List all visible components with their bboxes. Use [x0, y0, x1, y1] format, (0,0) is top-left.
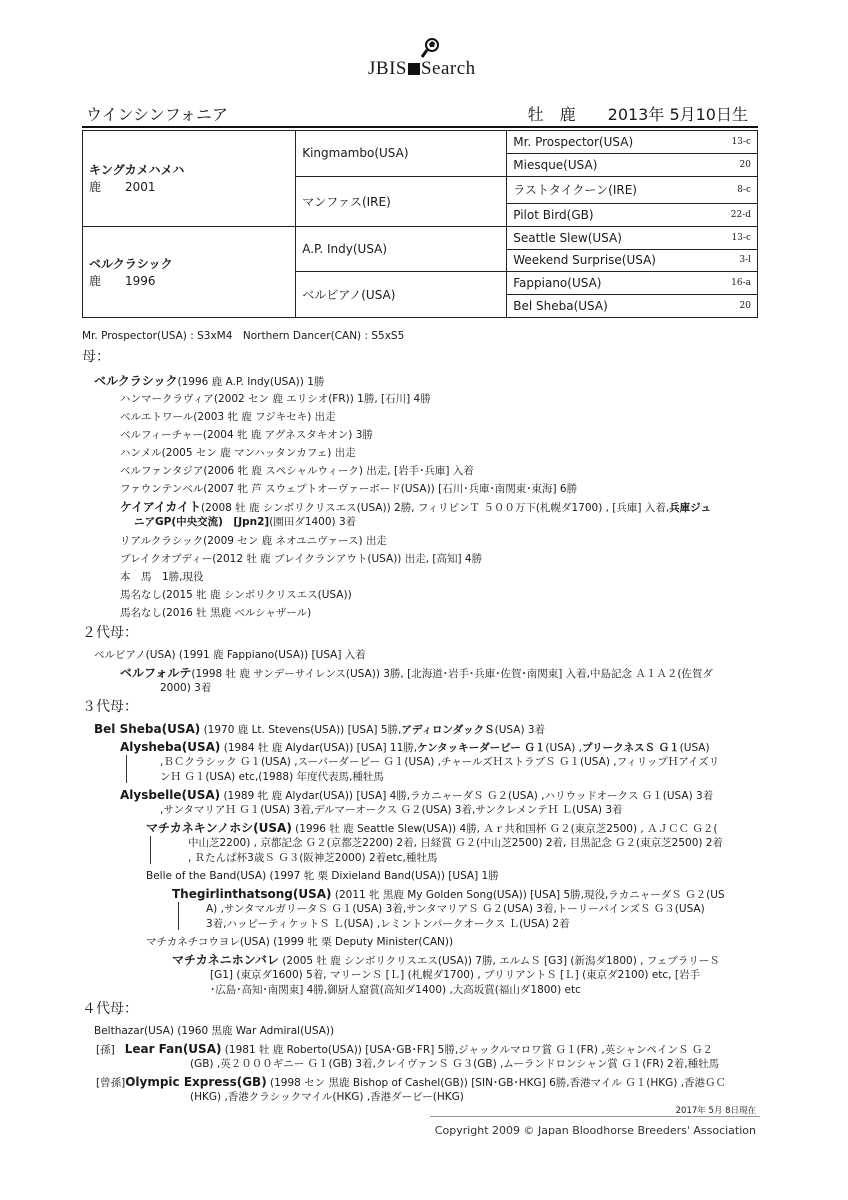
record-line: , Ｒたんぱ杯3歳Ｓ Ｇ３(阪神芝2000) 2着etc,種牡馬: [188, 852, 438, 864]
family-code-2: 20: [693, 153, 757, 176]
record-line: [曾孫]Olympic Express(GB) (1998 セン 黒鹿 Bishop of Cashel(GB)) [SIN･GB･HKG] 6勝,香港マイル Ｇ１(HKG) ,香港ＧＣ: [96, 1075, 727, 1089]
pedigree-gen3-3: ラストタイクーン(IRE): [507, 176, 693, 203]
record-line: 馬名なし(2015 牝 鹿 シンボリクリスエス(USA)): [120, 589, 352, 601]
record-line: 本 馬 1勝,現役: [120, 571, 204, 583]
pedigree-gen3-7: Fappiano(USA): [507, 272, 693, 295]
pedigree-gen3-5: Seattle Slew(USA): [507, 226, 693, 249]
record-line: ケイアイカイト(2008 牡 鹿 シンボリクリスエス(USA)) 2勝, フィリピンＴ ５００万下(札幌ダ1700) , [兵庫] 入着,兵庫ジュ: [120, 500, 711, 514]
copyright: Copyright 2009 © Japan Bloodhorse Breeders' Association: [434, 1124, 756, 1137]
pedigree-gen3-4: Pilot Bird(GB): [507, 203, 693, 226]
record-line: 3着,ハッピーティケットＳ Ｌ(USA) ,レミントンパークオークス Ｌ(USA) 2着: [206, 918, 570, 930]
record-line: [G1] (東京ダ1600) 5着, マリーンＳ [Ｌ] (札幌ダ1700) , ブリリアントＳ [Ｌ] (東京ダ2100) etc, [岩手: [210, 969, 700, 981]
record-line: ニアGP(中央交流) [Jpn2](園田ダ1400) 3着: [134, 516, 357, 528]
record-line: ･広島･高知･南関東] 4勝,御厨人窟賞(高知ダ1400) ,大高坂賞(福山ダ1800) etc: [210, 984, 581, 996]
record-line: ベルクラシック(1996 鹿 A.P. Indy(USA)) 1勝: [94, 374, 325, 388]
record-line: A) ,サンタマルガリータＳ Ｇ１(USA) 3着,サンタマリアＳ Ｇ２(USA) 3着,トーリーパインズＳ Ｇ３(USA): [206, 903, 705, 915]
family-code-7: 16-a: [693, 272, 757, 295]
section-dam4: ４代母：: [82, 1001, 138, 1017]
pedigree-gen3-8: Bel Sheba(USA): [507, 295, 693, 318]
family-code-4: 22-d: [693, 203, 757, 226]
family-code-3: 8-c: [693, 176, 757, 203]
section-dam3: ３代母：: [82, 699, 138, 715]
lineage-bar: [126, 755, 127, 783]
record-line: マチカネキンノホシ(USA) (1996 牡 鹿 Seattle Slew(USA)) 4勝, Ａｒ共和国杯 Ｇ２(東京芝2500) , ＡＪＣＣ Ｇ２(: [146, 821, 718, 835]
record-line: ファウンテンベル(2007 牝 芦 スウェプトオーヴァーボード(USA)) [石川･兵庫･南関東･東海] 6勝: [120, 483, 578, 495]
record-line: 馬名なし(2016 牡 黒鹿 ベルシャザール): [120, 607, 312, 619]
sire-name: キングカメハメハ: [89, 163, 185, 178]
pedigree-gen2-4: ベルビアノ(USA): [296, 272, 507, 318]
record-line: ハンメル(2005 セン 鹿 マンハッタンカフェ) 出走: [120, 447, 356, 459]
sire-detail: 鹿 2001: [89, 180, 156, 195]
pedigree-gen2-1: Kingmambo(USA): [296, 131, 507, 177]
lineage-bar: [150, 836, 151, 864]
lineage-bar: [178, 902, 179, 930]
record-line: マチカネチコウヨレ(USA) (1999 牝 栗 Deputy Minister(CAN)): [146, 936, 454, 948]
family-code-8: 20: [693, 295, 757, 318]
record-line: ベルファンタジア(2006 牝 鹿 スペシャルウィーク) 出走, [岩手･兵庫] 入着: [120, 465, 474, 477]
dam-detail: 鹿 1996: [89, 273, 156, 288]
record-line: 2000) 3着: [160, 682, 212, 694]
record-line: Alysheba(USA) (1984 牡 鹿 Alydar(USA)) [USA] 11勝,ケンタッキーダービー Ｇ１(USA) ,プリークネスＳ Ｇ１(USA): [120, 740, 710, 754]
pedigree-gen2-3: A.P. Indy(USA): [296, 226, 507, 272]
dam-name: ベルクラシック: [89, 256, 173, 271]
record-line: 中山芝2200) , 京都記念 Ｇ２(京都芝2200) 2着, 日経賞 Ｇ２(中山芝2500) 2着, 目黒記念 Ｇ２(東京芝2500) 2着: [188, 837, 723, 849]
record-line: (HKG) ,香港クラシックマイル(HKG) ,香港ダービー(HKG): [190, 1091, 464, 1103]
record-line: ,サンタマリアＨ Ｇ１(USA) 3着,デルマーオークス Ｇ２(USA) 3着,サンクレメンテＨ Ｌ(USA) 3着: [160, 804, 623, 816]
footer-rule: [430, 1116, 760, 1117]
pedigree-gen3-6: Weekend Surprise(USA): [507, 249, 693, 272]
record-line: ,ＢＣクラシック Ｇ１(USA) ,スーパーダービー Ｇ１(USA) ,チャールズＨストラブＳ Ｇ１(USA) ,フィリップＨアイズリ: [160, 756, 720, 768]
record-line: リアルクラシック(2009 セン 鹿 ネオユニヴァース) 出走: [120, 535, 387, 547]
as-of-date: 2017年 5月 8日現在: [675, 1106, 756, 1116]
logo-part2: Search: [420, 58, 476, 79]
record-line: ベルフィーチャー(2004 牝 鹿 アグネスタキオン) 3勝: [120, 429, 373, 441]
record-line: マチカネニホンバレ (2005 牡 鹿 シンボリクリスエス(USA)) 7勝, エルムＳ [G3] (新潟ダ1800) , フェブラリーＳ: [172, 953, 720, 967]
record-line: Belle of the Band(USA) (1997 牝 栗 Dixieland Band(USA)) [USA] 1勝: [146, 870, 499, 882]
horse-info: 牡 鹿 2013年 5月10日生: [527, 105, 748, 124]
record-line: Bel Sheba(USA) (1970 鹿 Lt. Stevens(USA)) [USA] 5勝,アディロンダックＳ(USA) 3着: [94, 722, 546, 736]
record-line: ベルビアノ(USA) (1991 鹿 Fappiano(USA)) [USA] 入着: [94, 649, 366, 661]
family-code-1: 13-c: [693, 131, 757, 154]
record-line: (GB) ,英２０００ギニー Ｇ１(GB) 3着,クレイヴァンＳ Ｇ３(GB) ,ムーランドロンシャン賞 Ｇ１(FR) 2着,種牡馬: [190, 1058, 720, 1070]
record-line: Alysbelle(USA) (1989 牝 鹿 Alydar(USA)) [USA] 4勝,ラカニャーダＳ Ｇ２(USA) ,ハリウッドオークス Ｇ１(USA) 3着: [120, 788, 714, 802]
family-code-6: 3-l: [693, 249, 757, 272]
record-line: Thegirlinthatsong(USA) (2011 牝 黒鹿 My Golden Song(USA)) [USA] 5勝,現役,ラカニャーダＳ Ｇ２(US: [172, 887, 725, 901]
record-line: ハンマークラヴィア(2002 セン 鹿 エリシオ(FR)) 1勝, [石川] 4勝: [120, 393, 431, 405]
record-line: ベルフォルテ(1998 牡 鹿 サンデーサイレンス(USA)) 3勝, [北海道･岩手･兵庫･佐賀･南関東] 入着,中島記念 Ａ１Ａ２(佐賀ダ: [120, 666, 713, 680]
record-line: Belthazar(USA) (1960 黒鹿 War Admiral(USA)): [94, 1025, 335, 1037]
pedigree-gen3-2: Miesque(USA): [507, 153, 693, 176]
record-line: ンＨ Ｇ１(USA) etc,(1988) 年度代表馬,種牡馬: [160, 771, 384, 783]
section-dam: 母：: [82, 349, 110, 365]
section-dam2: ２代母：: [82, 625, 138, 641]
pedigree-gen2-2: マンファス(IRE): [296, 176, 507, 226]
family-code-5: 13-c: [693, 226, 757, 249]
pedigree-gen3-1: Mr. Prospector(USA): [507, 131, 693, 154]
record-line: ベルエトワール(2003 牝 鹿 フジキセキ) 出走: [120, 411, 336, 423]
record-line: ブレイクオブディー(2012 牡 鹿 ブレイクランアウト(USA)) 出走, [高知] 4勝: [120, 553, 483, 565]
logo-part1: JBIS: [368, 58, 407, 79]
horse-name: ウインシンフォニア: [86, 105, 228, 124]
record-line: [孫] Lear Fan(USA) (1981 牡 鹿 Roberto(USA)) [USA･GB･FR] 5勝,ジャックルマロワ賞 Ｇ１(FR) ,英シャンペインＳ Ｇ２: [96, 1042, 713, 1056]
inbreeding-cross: Mr. Prospector(USA) : S3xM4 Northern Dancer(CAN) : S5xS5: [82, 330, 405, 342]
